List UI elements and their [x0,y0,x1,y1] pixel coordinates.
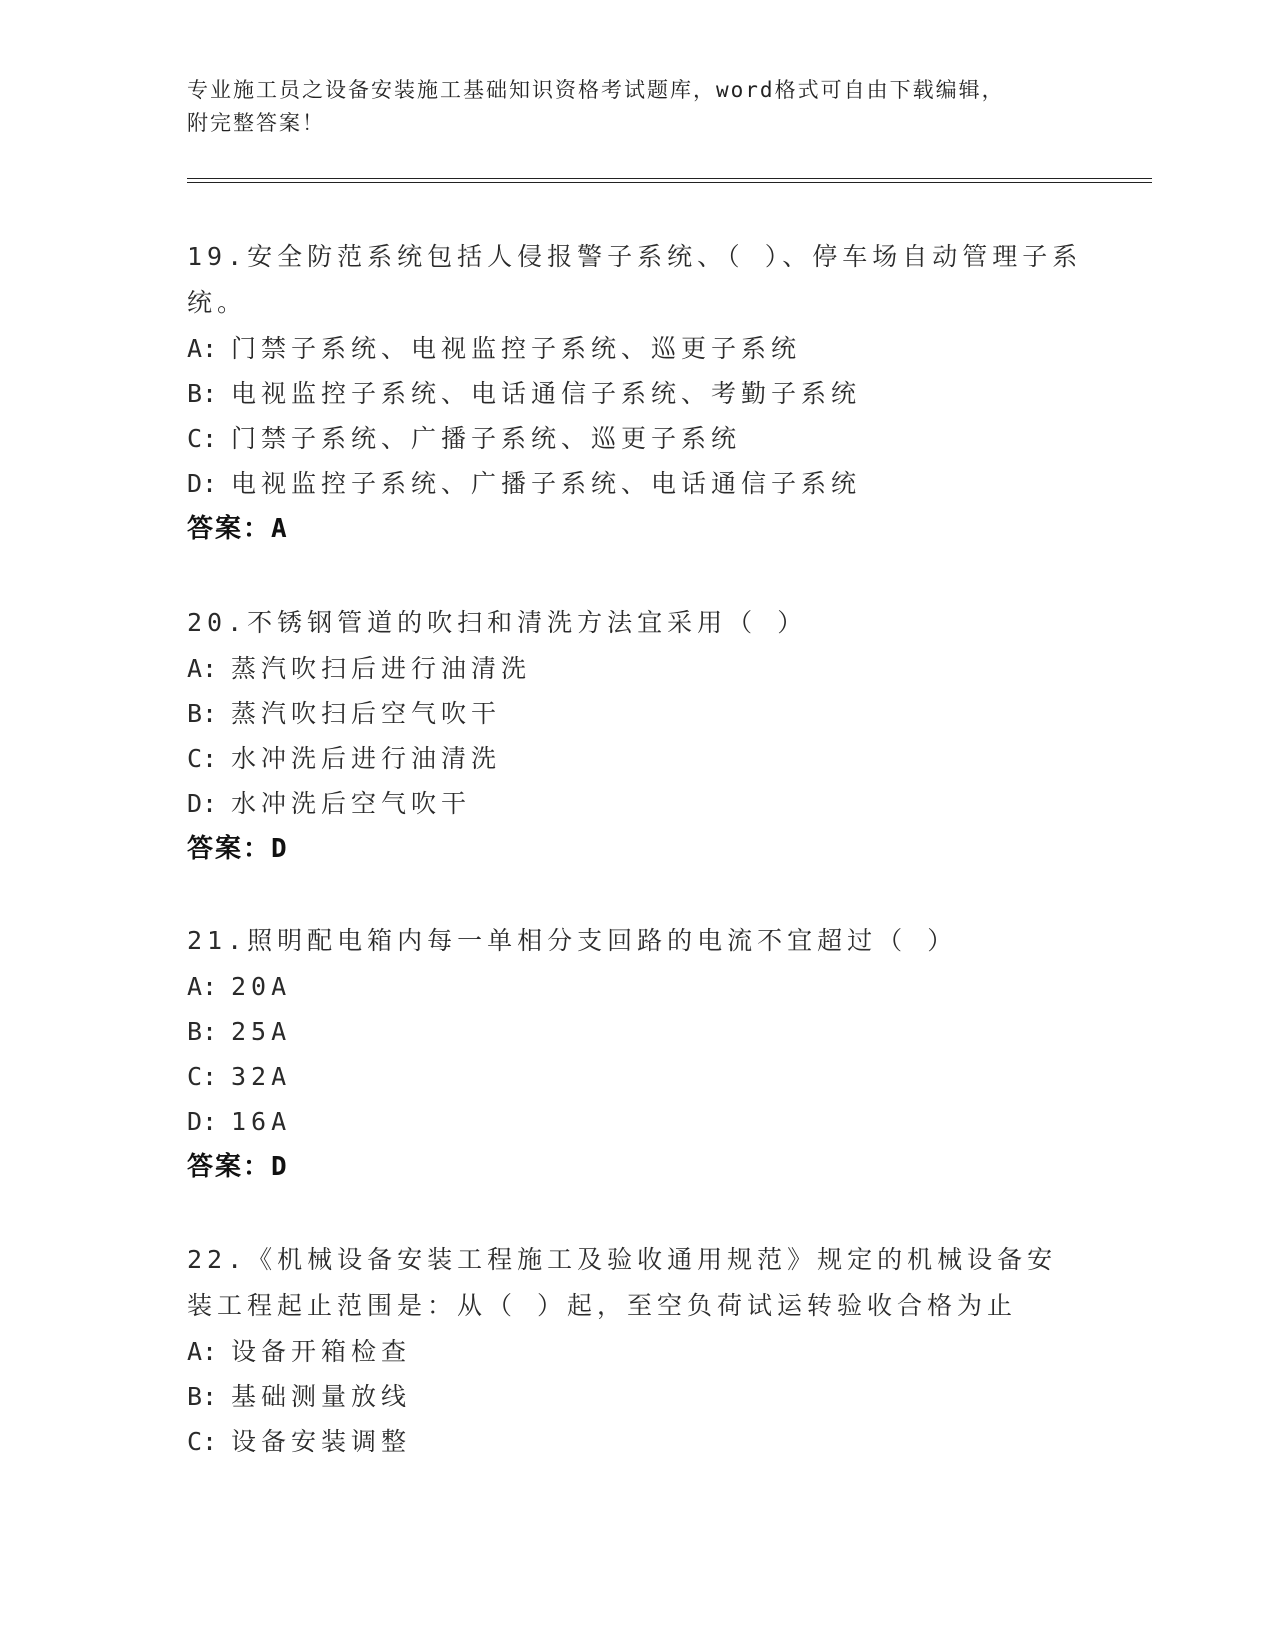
option-letter: B: [187,699,218,728]
option-letter: B: [187,1382,218,1411]
option-letter: C: [187,1062,218,1091]
option-b [187,371,1087,416]
option-c [187,416,1087,461]
option-letter: D: [187,469,218,498]
answer-label: 答案：D [187,1152,289,1182]
option-b [187,691,1087,736]
option-text: 水冲洗后进行油清洗 [231,744,502,773]
document-header [187,74,1067,140]
option-text: 蒸汽吹扫后进行油清洗 [231,654,532,683]
option-c [187,1419,1087,1464]
question-stem: 20.不锈钢管道的吹扫和清洗方法宜采用（ ） [187,608,808,637]
question-stem: 19.安全防范系统包括人侵报警子系统、（ ）、停车场自动管理子系统。 [187,242,1083,317]
option-letter: D: [187,1107,218,1136]
option-b [187,1374,1087,1419]
option-letter: A: [187,1337,218,1366]
option-text: 16A [231,1107,292,1136]
option-text: 蒸汽吹扫后空气吹干 [231,699,502,728]
option-text: 门禁子系统、广播子系统、巡更子系统 [231,424,742,453]
option-text: 门禁子系统、电视监控子系统、巡更子系统 [231,334,802,363]
option-text: 水冲洗后空气吹干 [231,789,472,818]
answer-label: 答案：D [187,834,289,864]
option-text: 32A [231,1062,292,1091]
option-a [187,646,1087,691]
option-d [187,461,1087,506]
question-19 [187,234,1087,552]
option-text: 基础测量放线 [231,1382,412,1411]
option-letter: C: [187,1427,218,1456]
option-b [187,1009,1087,1054]
option-c [187,736,1087,781]
option-text: 25A [231,1017,292,1046]
option-text: 设备安装调整 [231,1427,412,1456]
option-letter: A: [187,334,218,363]
option-a [187,1329,1087,1374]
option-a [187,964,1087,1009]
question-stem: 22.《机械设备安装工程施工及验收通用规范》规定的机械设备安装工程起止范围是：从（ ）起，至空负荷试运转验收合格为止 [187,1245,1058,1320]
question-20 [187,600,1087,872]
option-text: 20A [231,972,292,1001]
option-letter: D: [187,789,218,818]
answer-label: 答案：A [187,514,289,544]
option-letter: A: [187,654,218,683]
option-text: 电视监控子系统、电话通信子系统、考勤子系统 [231,379,862,408]
option-a [187,326,1087,371]
header-divider-top [187,178,1152,179]
header-divider-bottom [187,182,1152,183]
option-letter: B: [187,1017,218,1046]
option-letter: C: [187,424,218,453]
question-21 [187,918,1087,1190]
option-c [187,1054,1087,1099]
option-text: 电视监控子系统、广播子系统、电话通信子系统 [231,469,862,498]
option-letter: A: [187,972,218,1001]
option-letter: C: [187,744,218,773]
header-line-1: 专业施工员之设备安装施工基础知识资格考试题库，word格式可自由下载编辑， [187,78,1005,102]
option-letter: B: [187,379,218,408]
header-line-2: 附完整答案！ [187,111,325,135]
question-22 [187,1237,1087,1464]
option-d [187,1099,1087,1144]
option-d [187,781,1087,826]
option-text: 设备开箱检查 [231,1337,412,1366]
question-stem: 21.照明配电箱内每一单相分支回路的电流不宜超过（ ） [187,926,958,955]
